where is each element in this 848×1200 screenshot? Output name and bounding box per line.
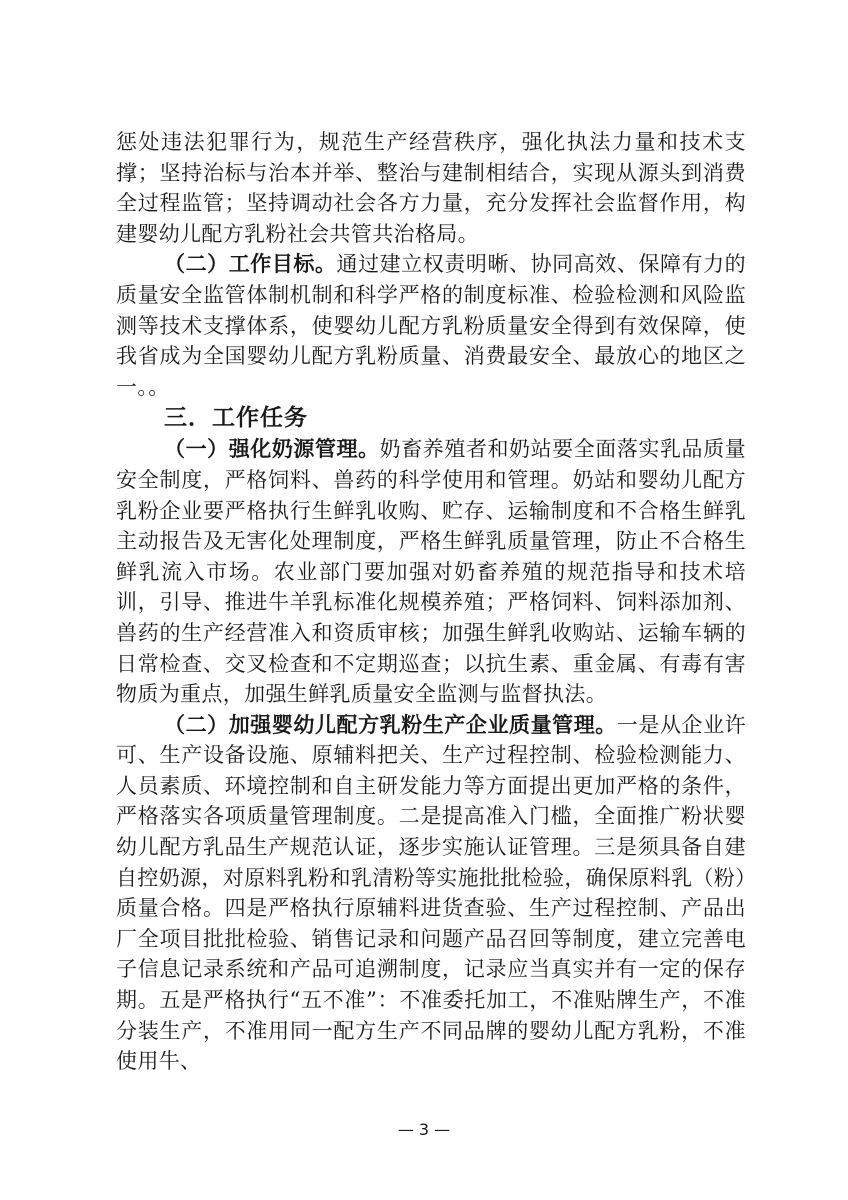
section-lead-enterprise-quality: （二）加强婴幼儿配方乳粉生产企业质量管理。 (164, 711, 617, 737)
paragraph-text: 奶畜养殖者和奶站要全面落实乳品质量安全制度，严格饲料、兽药的科学使用和管理。奶站和婴幼儿配方乳粉企业要严格执行生鲜乳收购、贮存、运输制度和不合格生鲜乳主动报告及无害化处理制度，严格生鲜乳质量管理，防止不合格生鲜乳流入市场。农业部门要加强对奶畜养殖的规范指导和技术培训，引导、推进牛羊乳标准化规模养殖；严格饲料、饲料添加剂、兽药的生产经营准入和资质审核；加强生鲜乳收购站、运输车辆的日常检查、交叉检查和不定期巡查；以抗生素、重金属、有毒有害物质为重点，加强生鲜乳质量安全监测与监督执法。 (116, 437, 747, 707)
paragraph-milk-source (116, 434, 746, 709)
paragraph-enterprise-quality (116, 710, 746, 1077)
section-heading-work-tasks: 三．工作任务 (164, 405, 308, 432)
paragraph-continuation: 惩处违法犯罪行为，规范生产经营秩序，强化执法力量和技术支撑；坚持治标与治本并举、整治与建制相结合，实现从源头到消费全过程监管；坚持调动社会各方力量，充分发挥社会监督作用，构建婴幼儿配方乳粉社会共管共治格局。 (116, 130, 746, 246)
paragraph-text: 通过建立权责明晰、协同高效、保障有力的质量安全监管体制机制和科学严格的制度标准、检验检测和风险监测等技术支撑体系，使婴幼儿配方乳粉质量安全得到有效保障，使我省成为全国婴幼儿配方乳粉质量、消费最安全、最放心的地区之一。。 (116, 252, 746, 399)
section-lead-work-goal: （二）工作目标。 (164, 251, 337, 277)
section-lead-milk-source: （一）强化奶源管理。 (164, 436, 380, 462)
paragraph-text: 一是从企业许可、生产设备设施、原辅料把关、生产过程控制、检验检测能力、人员素质、环境控制和自主研发能力等方面提出更加严格的条件，严格落实各项质量管理制度。二是提高准入门槛，全面推广粉状婴幼儿配方乳品生产规范认证，逐步实施认证管理。三是须具备自建自控奶源，对原料乳粉和乳清粉等实施批批检验，确保原料乳（粉）质量合格。四是严格执行原辅料进货查验、生产过程控制、产品出厂全项目批批检验、销售记录和问题产品召回等制度，建立完善电子信息记录系统和产品可追溯制度，记录应当真实并有一定的保存期。五是严格执行“五不准”：不准委托加工，不准贴牌生产，不准分装生产，不准用同一配方生产不同品牌的婴幼儿配方乳粉，不准使用牛、 (116, 712, 746, 1074)
document-body (116, 127, 746, 1077)
page-number: — 3 — (397, 1120, 451, 1139)
paragraph-work-goal (116, 249, 746, 402)
